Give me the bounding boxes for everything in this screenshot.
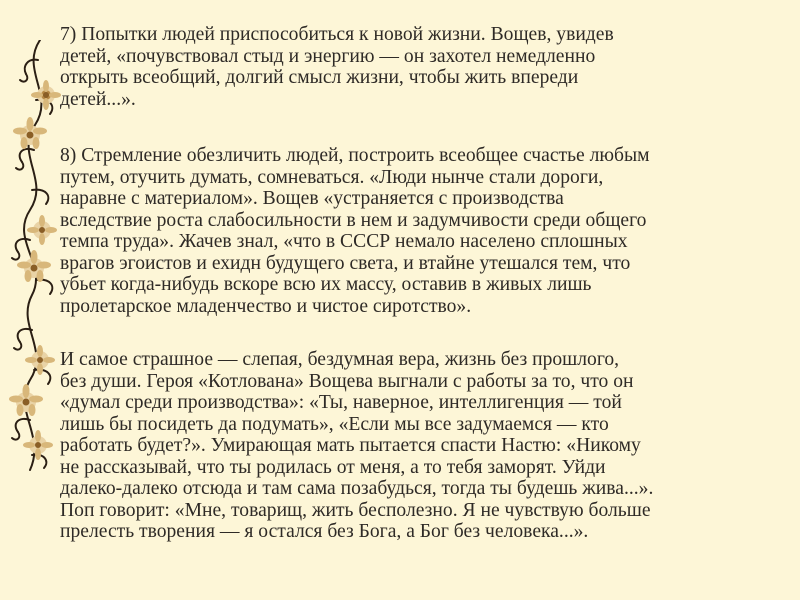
paragraph-8: 8) Стремление обезличить людей, построить всеобщее счастье любым путем, отучить думать, сомневаться. «Люди нынче стали дороги, наравне с материалом». Вощев «устраняется с производства вследствие роста слабосильности в нем и задумчивости среди общего темпа труда». Жачев знал, «что в СССР немало населено сплошных врагов эгоистов и ехидн будущего света, и втайне утешался тем, что убьет когда-нибудь вскоре всю их массу, оставив в живых лишь пролетарское младенчество и чистое сиротство». [60,145,650,317]
paragraph-conclusion: И самое страшное — слепая, бездумная вера, жизнь без прошлого, без души. Героя «Котлована» Вощева выгнали с работы за то, что он «думал среди производства»: «Ты, наверное, интеллигенция — той лишь бы посидеть да подумать», «Если мы все задумаемся — кто работать будет?». Умирающая мать пытается спасти Настю: «Никому не рассказывай, что ты родилась от меня, а то тебя заморят. Уйди далеко-далеко отсюда и там сама позабудься, тогда ты будешь жива...». Поп говорит: «Мне, товарищ, жить бесполезно. Я не чувствую больше прелесть творения — я остался без Бога, а Бог без человека...». [60,349,654,542]
flower-icon [9,80,61,460]
paragraph-7: 7) Попытки людей приспособиться к новой жизни. Вощев, увидев детей, «почувствовал стыд и энергию — он захотел немедленно открыть всеобщий, долгий смысл жизни, чтобы жить впереди детей...». [60,24,614,110]
